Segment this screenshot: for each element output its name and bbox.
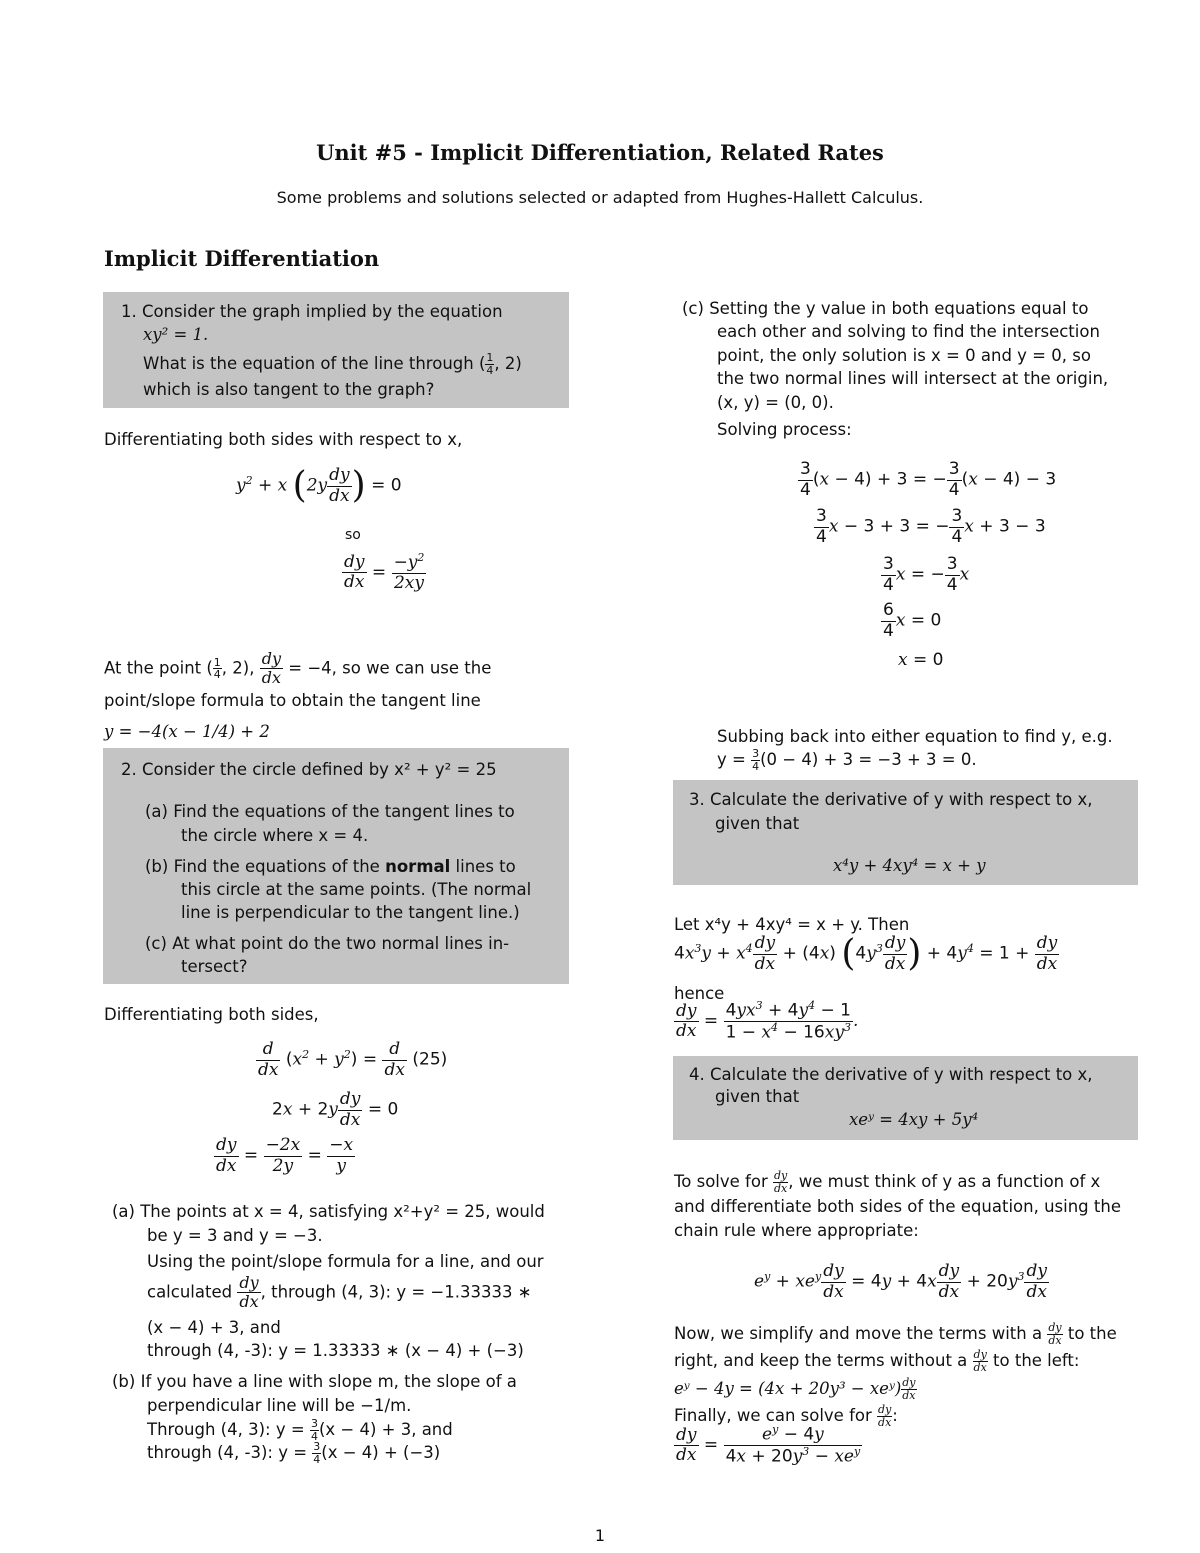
p3-line2: given that (715, 814, 800, 833)
p2-solve-line-1: $\frac{3}{4}$ (x − 4) + 3 = − $\frac{3}{4}$ (x − 4) − 3 (800, 459, 1057, 500)
p2-sa4: calculated $\frac{dy}{dx}$ , through (4, 3): y = −1.33333 ∗ (147, 1273, 532, 1312)
p1-point: At the point ( $\frac{1}{4}$ , 2), $\frac{dy}{dx}$ = −4, so we can use the (104, 649, 492, 688)
p2-b: (b) Find the equations of the normal lines to (145, 857, 516, 876)
p4-s1: To solve for $\frac{dy}{dx}$ , we must think of y as a function of x (674, 1169, 1101, 1195)
p1-line1: 1. Consider the graph implied by the equation (121, 302, 503, 321)
p1-question-2: which is also tangent to the graph? (143, 380, 435, 399)
section-heading: Implicit Differentiation (104, 246, 380, 271)
p2-sa2: be y = 3 and y = −3. (147, 1226, 323, 1245)
p2-solve-line-2: $\frac{3}{4}$ x − 3 + 3 = − $\frac{3}{4}$ x + 3 − 3 (816, 506, 1046, 547)
p3-hence: hence (674, 984, 725, 1003)
p2-sub2: y = $\frac{3}{4}$ (0 − 4) + 3 = −3 + 3 = 0. (717, 747, 977, 773)
p2-sc2: each other and solving to find the intersection (717, 322, 1100, 341)
p3-eq-result: $\frac{dy}{dx}$ = $\frac{4yx^3 + 4y^4 - 1}{1 - x^4 - 16xy^3}$ . (676, 999, 859, 1043)
p2-sa5: (x − 4) + 3, and (147, 1318, 281, 1337)
p1-eq-dydx: $\frac{dy}{dx}$ = $\frac{-y^2}{2xy}$ (344, 551, 425, 594)
p1-point-2: point/slope formula to obtain the tangent line (104, 691, 481, 710)
p4-s4: Now, we simplify and move the terms with a $\frac{dy}{dx}$ to the (674, 1321, 1117, 1347)
p2-sc3: point, the only solution is x = 0 and y = 0, so (717, 346, 1091, 365)
p3-eq-diff: $4x^3y + x^4$ $\frac{dy}{dx}$ + (4x) ($4y^3$ $\frac{dy}{dx}$ ) + $4y^4 = 1$ + $\frac{dy}{dx}$ (674, 933, 1058, 975)
p2-c: (c) At what point do the two normal lines in- (145, 934, 510, 953)
p2-b2: this circle at the same points. (The normal (181, 880, 532, 899)
p4-eq-diff: $e^y + xe^y$ $\frac{dy}{dx}$ = 4y + 4x $\frac{dy}{dx}$ + $20y^3$ $\frac{dy}{dx}$ (754, 1261, 1047, 1302)
p4-s2: and differentiate both sides of the equation, using the (674, 1197, 1121, 1216)
p2-sub1: Subbing back into either equation to find y, e.g. (717, 727, 1113, 746)
problem-3-box (673, 780, 1138, 885)
p2-solve-line-3: $\frac{3}{4}$ x = − $\frac{3}{4}$ x (883, 554, 970, 595)
p4-line2: given that (715, 1087, 800, 1106)
problem-4-box (673, 1056, 1138, 1140)
p2-sb2: perpendicular line will be −1/m. (147, 1396, 412, 1415)
p4-eq: xeʸ = 4xy + 5y⁴ (849, 1110, 979, 1129)
p3-eq: x⁴y + 4xy⁴ = x + y (833, 856, 986, 875)
p1-eq: xy² = 1. (143, 325, 209, 344)
p2-sa3: Using the point/slope formula for a line, and our (147, 1252, 544, 1271)
p4-eq-result: $\frac{dy}{dx}$ = $\frac{e^y - 4y}{4x + 20y^3 - xe^y}$ (676, 1423, 861, 1467)
p1-question: What is the equation of the line through ( $\frac{1}{4}$ , 2) (143, 351, 522, 377)
p2-sc4: the two normal lines will intersect at the origin, (717, 369, 1109, 388)
p4-s6: eʸ − 4y = (4x + 20y³ − xeʸ) $\frac{dy}{dx}$ (674, 1376, 916, 1402)
p2-eq-2: 2x + 2y $\frac{dy}{dx}$ = 0 (272, 1089, 399, 1130)
p4-s3: chain rule where appropriate: (674, 1221, 919, 1240)
p2-eq-1: $\frac{d}{dx}$ $(x^2 + y^2)$ = $\frac{d}{dx}$ (25) (258, 1039, 448, 1080)
p4-line1: 4. Calculate the derivative of y with respect to x, (689, 1065, 1093, 1084)
p2-solution-intro: Differentiating both sides, (104, 1005, 319, 1024)
page-number: 1 (594, 1526, 606, 1545)
p2-solve-line-5: x = 0 (898, 650, 944, 670)
p2-sa1: (a) The points at x = 4, satisfying x²+y² = 25, would (112, 1202, 545, 1221)
page-subtitle: Some problems and solutions selected or adapted from Hughes-Hallett Calculus. (276, 188, 924, 207)
p2-eq-3: $\frac{dy}{dx}$ = $\frac{-2x}{2y}$ = $\frac{-x}{y}$ (216, 1135, 354, 1176)
p2-sc5: (x, y) = (0, 0). (717, 393, 834, 412)
page-title: Unit #5 - Implicit Differentiation, Related Rates (316, 140, 884, 165)
p2-a: (a) Find the equations of the tangent lines to (145, 802, 515, 821)
p4-s7: Finally, we can solve for $\frac{dy}{dx}$ : (674, 1403, 898, 1429)
p2-sb4: through (4, -3): y = $\frac{3}{4}$ (x − 4) + (−3) (147, 1440, 441, 1466)
problem-2-box (103, 748, 569, 984)
problem-1-box (103, 292, 569, 408)
p1-solution-intro: Differentiating both sides with respect to x, (104, 430, 463, 449)
p1-eq-diff: $y^2 + x$ (2y $\frac{dy}{dx}$ ) = 0 (236, 465, 402, 507)
p2-sb1: (b) If you have a line with slope m, the slope of a (112, 1372, 517, 1391)
p2-c2: tersect? (181, 957, 248, 976)
p3-let: Let x⁴y + 4xy⁴ = x + y. Then (674, 915, 910, 934)
p4-s5: right, and keep the terms without a $\frac{dy}{dx}$ to the left: (674, 1348, 1080, 1374)
p3-line1: 3. Calculate the derivative of y with respect to x, (689, 790, 1093, 809)
p1-so: so (345, 527, 361, 543)
p1-result: y = −4(x − 1/4) + 2 (104, 722, 270, 741)
p2-line1: 2. Consider the circle defined by x² + y² = 25 (121, 760, 497, 779)
p2-sc1: (c) Setting the y value in both equations equal to (682, 299, 1089, 318)
p2-sb3: Through (4, 3): y = $\frac{3}{4}$ (x − 4) + 3, and (147, 1417, 453, 1443)
p2-solve-line-4: $\frac{6}{4}$ x = 0 (883, 600, 942, 641)
p2-sa6: through (4, -3): y = 1.33333 ∗ (x − 4) + (−3) (147, 1341, 524, 1360)
p2-sc6: Solving process: (717, 420, 852, 439)
p2-a2: the circle where x = 4. (181, 826, 369, 845)
p2-b3: line is perpendicular to the tangent line.) (181, 903, 520, 922)
